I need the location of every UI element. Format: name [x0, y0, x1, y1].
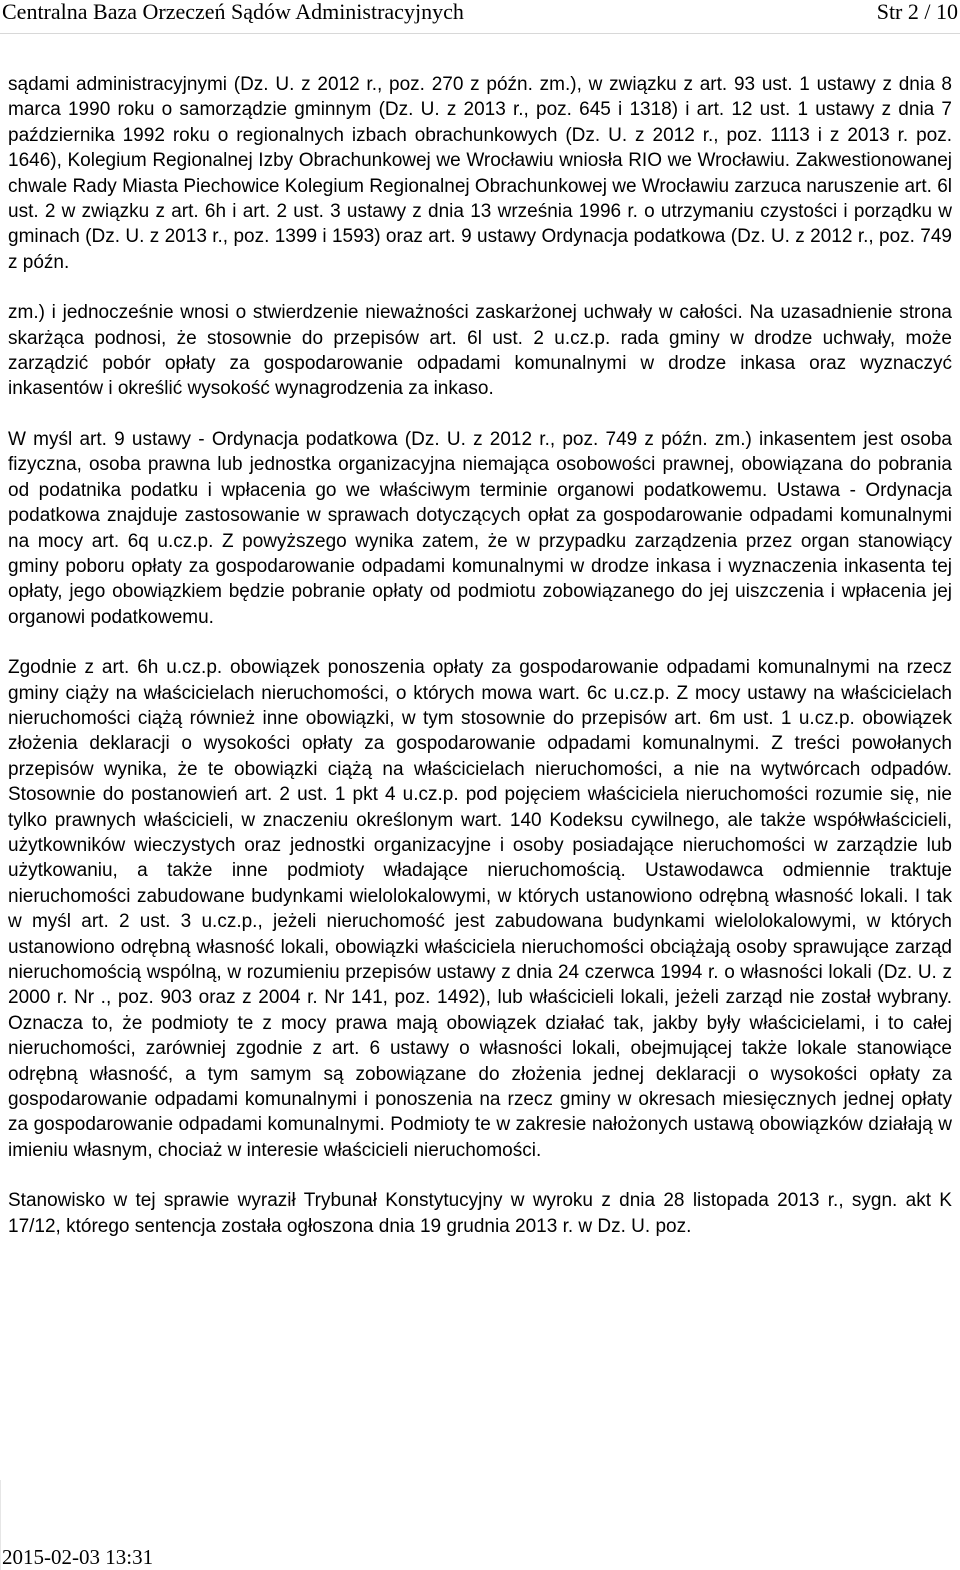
- header-divider: [0, 33, 960, 34]
- paragraph-1: sądami administracyjnymi (Dz. U. z 2012 r., poz. 270 z późn. zm.), w związku z art. 93 ust. 1 ustawy z dnia 8 marca 1990 roku o samorządzie gminnym (Dz. U. z 2013 r., poz. 645 i 1318) i art. 12 ust. 1 ustawy z dnia 7 października 1992 roku o regionalnych izbach obrachunkowych (Dz. U. z 2012 r., poz. 1113 i z 2013 r. poz. 1646), Kolegium Regionalnej Izby Obrachunkowej we Wrocławiu wniosła RIO we Wrocławiu. Zakwestionowanej chwale Rady Miasta Piechowice Kolegium Regionalnej Obrachunkowej we Wrocławiu zarzuca naruszenie art. 6l ust. 2 w związku z art. 6h i art. 2 ust. 3 ustawy z dnia 13 września 1996 r. o utrzymaniu czystości i porządku w gminach (Dz. U. z 2013 r., poz. 1399 i 1593) oraz art. 9 ustawy Ordynacja podatkowa (Dz. U. z 2012 r., poz. 749 z późn.: [8, 74, 952, 273]
- document-body: [8, 72, 952, 1264]
- paragraph-3: W myśl art. 9 ustawy - Ordynacja podatkowa (Dz. U. z 2012 r., poz. 749 z późn. zm.) inkasentem jest osoba fizyczna, osoba prawna lub jednostka organizacyjna niemająca osobowości prawnej, obowiązana do pobrania od podatnika podatku i wpłacenia go we właściwym terminie organowi podatkowemu. Ustawa - Ordynacja podatkowa znajduje zastosowanie w sprawach dotyczących opłat za gospodarowanie odpadami komunalnymi na mocy art. 6q u.cz.p. Z powyższego wynika zatem, że w przypadku zarządzenia przez organ stanowiący gminy poboru opłaty za gospodarowanie odpadami komunalnymi w drodze inkasa i wyznaczenia inkasenta tej opłaty, jego obowiązkiem będzie pobranie opłaty od podmiotu zobowiązanego do jej uiszczenia i wpłacenia jej organowi podatkowemu.: [8, 428, 952, 628]
- footer-timestamp: 2015-02-03 13:31: [2, 1545, 154, 1569]
- footer-divider: [0, 1480, 1, 1570]
- paragraph-2: zm.) i jednocześnie wnosi o stwierdzenie nieważności zaskarżonej uchwały w całości. Na uzasadnienie strona skarżąca podnosi, że stosownie do przepisów art. 6l ust. 2 u.cz.p. rada gminy w drodze uchwały, może zarządzić pobór opłaty za gospodarowanie odpadami komunalnymi w drodze inkasa oraz wyznaczyć inkasentów i określić wysokość wynagrodzenia za inkaso.: [8, 302, 952, 400]
- paragraph-4: Zgodnie z art. 6h u.cz.p. obowiązek ponoszenia opłaty za gospodarowanie odpadami komunalnymi na rzecz gminy ciąży na właścicielach nieruchomości, o których mowa wart. 6c u.cz.p. Z mocy ustawy na właścicielach nieruchomości ciążą również inne obowiązki, w tym stosownie do przepisów art. 6m ust. 1 u.cz.p. obowiązek złożenia deklaracji o wysokości opłaty za gospodarowanie odpadami komunalnymi. Z treści powołanych przepisów wynika, że te obowiązki ciążą na właścicielach nieruchomości, a nie na wytwórcach odpadów. Stosownie do postanowień art. 2 ust. 1 pkt 4 u.cz.p. pod pojęciem właściciela nieruchomości rozumie się, nie tylko prawnych właścicieli, w znaczeniu określonym wart. 140 Kodeksu cywilnego, ale także współwłaścicieli, użytkowników wieczystych oraz jednostki organizacyjne i osoby posiadające nieruchomości w zarządzie lub użytkowaniu, a także inne podmioty władające nieruchomością. Ustawodawca odmiennie traktuje nieruchomości zabudowane budynkami wielolokalowymi, w których ustanowiono odrębną własność lokali. I tak w myśl art. 2 ust. 3 u.cz.p., jeżeli nieruchomość jest zabudowana budynkami wielolokalowymi, w których ustanowiono odrębną własność lokali, obowiązki właściciela nieruchomości obciążają osoby sprawujące zarząd nieruchomością wspólną, w rozumieniu przepisów ustawy z dnia 24 czerwca 1994 r. o własności lokali (Dz. U. z 2000 r. Nr ., poz. 903 oraz z 2004 r. Nr 141, poz. 1492), lub właścicieli lokali, jeżeli zarząd nie został wybrany. Oznacza to, że podmioty te z mocy prawa mają obowiązek działać tak, jakby były właścicielami, i to całej nieruchomości, zarówniej zgodnie z art. 6 ustawy o własności lokali, obejmującej także lokale stanowiące odrębną własność, a tym samym są zobowiązane do złożenia jednej deklaracji o wysokości opłaty za gospodarowanie odpadami komunalnymi i ponoszenia na rzecz gminy w okresach miesięcznych jednej opłaty za gospodarowanie odpadami komunalnymi. Podmioty te w zakresie nałożonych ustawą obowiązków działają w imieniu własnym, chociaż w interesie właścicieli nieruchomości.: [8, 657, 952, 1161]
- paragraph-5: Stanowisko w tej sprawie wyraził Trybunał Konstytucyjny w wyroku z dnia 28 listopada 2013 r., sygn. akt K 17/12, którego sentencja została ogłoszona dnia 19 grudnia 2013 r. w Dz. U. poz.: [8, 1190, 952, 1237]
- page-number: Str 2 / 10: [876, 0, 958, 24]
- page-header: [0, 0, 960, 30]
- header-title: Centralna Baza Orzeczeń Sądów Administracyjnych: [2, 0, 464, 24]
